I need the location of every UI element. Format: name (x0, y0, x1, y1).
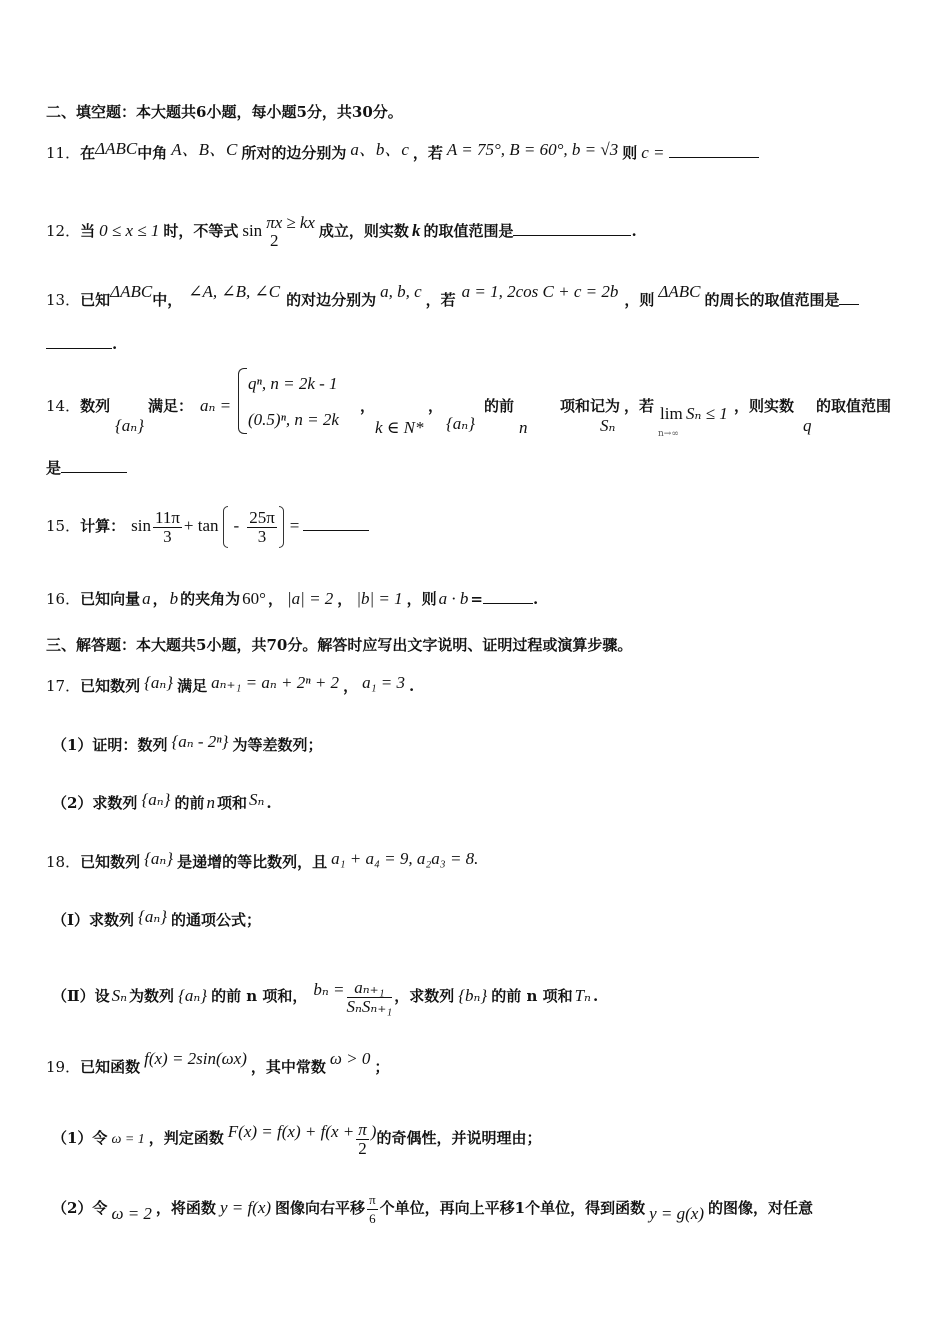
text: ， (337, 590, 353, 608)
math: |b| = 1 (356, 589, 403, 608)
question-13-cont (46, 334, 117, 354)
text: 是 (46, 459, 62, 477)
text: （1）令 (52, 1129, 108, 1147)
question-18 (46, 849, 482, 872)
text: 满足： (148, 397, 194, 415)
text: . (532, 590, 539, 608)
question-17-part1 (52, 732, 322, 755)
text: 已知函数 (80, 1058, 141, 1076)
paren-left (223, 506, 228, 548)
numerator: 11π (154, 507, 180, 527)
math: a · b (438, 589, 469, 608)
text: 的周长的取值范围是 (704, 291, 840, 309)
text: 的奇偶性，并说明理由； (376, 1129, 542, 1147)
text: . (592, 987, 599, 1005)
math: k ∈ N* (375, 418, 424, 437)
question-18-part2 (52, 970, 598, 1016)
math: {aₙ} (144, 849, 174, 868)
math: ω > 0 (329, 1049, 371, 1068)
text: 的前 (484, 397, 515, 415)
text: 计算： (80, 517, 126, 535)
question-number: 15． (46, 517, 81, 535)
math: ΔABC (110, 282, 153, 301)
text: 已知数列 (80, 853, 141, 871)
math: c = (641, 143, 665, 162)
math: {bₙ} (458, 986, 488, 1005)
math: a = 1, 2cos C + c = 2b (461, 282, 619, 301)
math: F(x) = f(x) + f(x + (227, 1122, 355, 1141)
math: + tan (183, 516, 219, 535)
text: 的前 n 项和 (491, 987, 573, 1005)
question-19 (46, 1049, 389, 1077)
text: 的对边分别为 (286, 291, 377, 309)
text: 中角 (137, 144, 168, 162)
question-number: 11． (46, 144, 81, 162)
question-17 (46, 673, 414, 696)
math: |a| = 2 (286, 589, 334, 608)
question-number: 14． (46, 397, 81, 415)
text: ，则 (624, 291, 655, 309)
math: a₁ = 3 (362, 673, 405, 692)
fraction (247, 509, 277, 546)
text: 的前 (174, 794, 205, 812)
question-number: 19． (46, 1058, 81, 1076)
question-16 (46, 589, 538, 609)
text: 项和记为 (560, 397, 621, 415)
question-12 (46, 205, 637, 250)
question-14-cont (46, 458, 127, 478)
text: ，求数列 (394, 987, 455, 1005)
text: ，将函数 (155, 1199, 216, 1217)
text: 为数列 (129, 987, 175, 1005)
math: a (142, 589, 151, 608)
numerator: π (367, 1191, 378, 1210)
text: （Ⅰ）求数列 (52, 911, 135, 929)
text: 时，不等式 (163, 222, 239, 240)
question-18-part1 (52, 907, 261, 930)
text: 已知 (80, 291, 111, 309)
math: Sₙ (248, 790, 265, 809)
math: y = g(x) (649, 1204, 704, 1223)
math: ≥ kx (286, 213, 315, 232)
math: a, b, c (380, 282, 422, 301)
question-number: 16． (46, 590, 81, 608)
question-number: 18． (46, 853, 81, 871)
text: . (408, 677, 415, 695)
math-sequence: {aₙ} (446, 414, 475, 433)
text: 当 (80, 222, 96, 240)
text: . (112, 335, 118, 353)
math: {aₙ - 2ⁿ} (171, 732, 229, 751)
text: 是递增的等比数列，且 (177, 853, 328, 871)
math-lim-sub: n→∞ (658, 429, 679, 439)
denominator: 3 (257, 526, 267, 546)
text: ， (343, 677, 359, 695)
denominator: 6 (369, 1210, 376, 1226)
text: 的取值范围 (816, 397, 892, 415)
fraction (367, 1191, 378, 1228)
paren-right (279, 506, 284, 548)
numerator: aₙ₊₁ (347, 979, 393, 998)
text: （Ⅱ）设 (52, 987, 110, 1005)
text: （2）令 (52, 1199, 108, 1217)
question-number: 17． (46, 677, 81, 695)
text: ，则 (406, 590, 437, 608)
math: b (169, 589, 179, 608)
math: ω = 1 (111, 1132, 145, 1147)
answer-blank[interactable] (839, 290, 859, 305)
math: Sₙ ≤ 1 (686, 404, 728, 423)
answer-blank[interactable] (513, 221, 631, 236)
fraction (153, 509, 182, 546)
text: 的前 n 项和， (211, 987, 308, 1005)
text: ， (428, 397, 444, 415)
text: （1）证明：数列 (52, 736, 168, 754)
text: 则 (622, 144, 638, 162)
question-14 (46, 396, 110, 416)
text: 在 (80, 144, 96, 162)
math: Sₙ (111, 986, 128, 1005)
answer-blank[interactable] (46, 334, 112, 349)
text: 个单位，再向上平移1个单位，得到函数 (379, 1199, 646, 1217)
math: {aₙ} (141, 790, 171, 809)
math: ∠A, ∠B, ∠C (188, 282, 281, 301)
text: ，则实数 (734, 397, 795, 415)
text: ， (152, 590, 168, 608)
text: 已知向量 (80, 590, 141, 608)
text: ，其中常数 (250, 1058, 326, 1076)
case-2: (0.5)ⁿ, n = 2k (248, 410, 339, 429)
math: Sₙ (600, 416, 616, 435)
text: 所对的边分别为 (241, 144, 347, 162)
text: ，若 (412, 144, 443, 162)
math: y = f(x) (219, 1198, 272, 1217)
text: 的取值范围是 (423, 222, 514, 240)
math: = (289, 516, 300, 535)
math: ΔABC (658, 282, 701, 301)
math: a、b、c (350, 140, 409, 159)
text: ， (267, 590, 283, 608)
answer-blank[interactable] (669, 143, 759, 158)
math: {aₙ} (178, 986, 208, 1005)
math-lim: lim (660, 404, 683, 423)
text: 成立，则实数 (318, 222, 409, 240)
math: ΔABC (95, 139, 138, 158)
math: bₙ = (313, 980, 345, 999)
math: sin (131, 516, 151, 535)
question-17-part2 (52, 790, 272, 813)
math: a₁ + a₄ = 9, a₂a₃ = 8. (331, 849, 479, 868)
answer-blank[interactable] (483, 589, 533, 604)
math: {aₙ} (144, 673, 174, 692)
text: . (266, 794, 272, 812)
question-15 (46, 506, 369, 548)
math: A = 75°, B = 60°, b = √3 (446, 140, 619, 159)
math: f(x) = 2sin(ωx) (144, 1049, 247, 1068)
math: 60° (242, 589, 266, 608)
math: sin (242, 221, 263, 240)
answer-blank[interactable] (61, 458, 127, 473)
text: 的通项公式； (171, 911, 262, 929)
math: q (803, 416, 812, 435)
math: 0 ≤ x ≤ 1 (99, 221, 160, 240)
text: 已知数列 (80, 677, 141, 695)
section-header: 三、解答题：本大题共5小题，共70分。解答时应写出文字说明、证明过程或演算步骤。 (46, 636, 633, 654)
math: n (206, 793, 215, 812)
question-11 (46, 139, 759, 163)
math: ω = 2 (111, 1204, 152, 1223)
fraction (356, 1121, 369, 1158)
denominator: SₙSₙ₊₁ (346, 996, 393, 1016)
case-1: qⁿ, n = 2k - 1 (248, 374, 338, 393)
text: 满足 (177, 677, 208, 695)
text: 的图像，对任意 (707, 1199, 813, 1217)
math: {aₙ} (138, 907, 168, 926)
text: ， (360, 397, 376, 415)
text: ，若 (425, 291, 456, 309)
brace (238, 368, 247, 434)
question-number: 12． (46, 222, 81, 240)
text: 图像向右平移 (275, 1199, 366, 1217)
text: ，判定函数 (148, 1129, 224, 1147)
math: aₙ₊₁ = aₙ + 2ⁿ + 2 (211, 673, 340, 692)
text: 的夹角为 (180, 590, 241, 608)
question-19-part2 (52, 1188, 813, 1234)
denominator: 3 (163, 526, 172, 546)
math: ) (370, 1122, 377, 1141)
text: （2）求数列 (52, 794, 138, 812)
denominator: 2 (269, 231, 279, 250)
math: k (411, 221, 421, 240)
math: A、B、C (171, 140, 238, 159)
math: n (519, 418, 528, 437)
section-header: 二、填空题：本大题共6小题，每小题5分，共30分。 (46, 103, 403, 121)
denominator: 2 (358, 1138, 367, 1158)
text: ，若 (624, 397, 655, 415)
text: 中， (152, 291, 183, 309)
text: 为等差数列； (232, 736, 323, 754)
answer-blank[interactable] (303, 516, 369, 531)
question-number: 13． (46, 291, 81, 309)
numerator: π (358, 1119, 367, 1139)
fraction (347, 979, 393, 1016)
text: ； (374, 1058, 390, 1076)
math-sequence: {aₙ} (115, 416, 144, 435)
question-13 (46, 282, 859, 310)
math: Tₙ (574, 986, 591, 1005)
numerator: πx (266, 213, 283, 232)
fraction (264, 214, 284, 250)
text: = (470, 590, 483, 608)
text: 项和 (216, 794, 247, 812)
text: . (631, 222, 637, 240)
question-19-part1 (52, 1112, 541, 1160)
numerator: 25π (249, 507, 275, 527)
math: aₙ = (200, 396, 232, 415)
text: 数列 (80, 397, 111, 415)
math: - (233, 516, 240, 535)
